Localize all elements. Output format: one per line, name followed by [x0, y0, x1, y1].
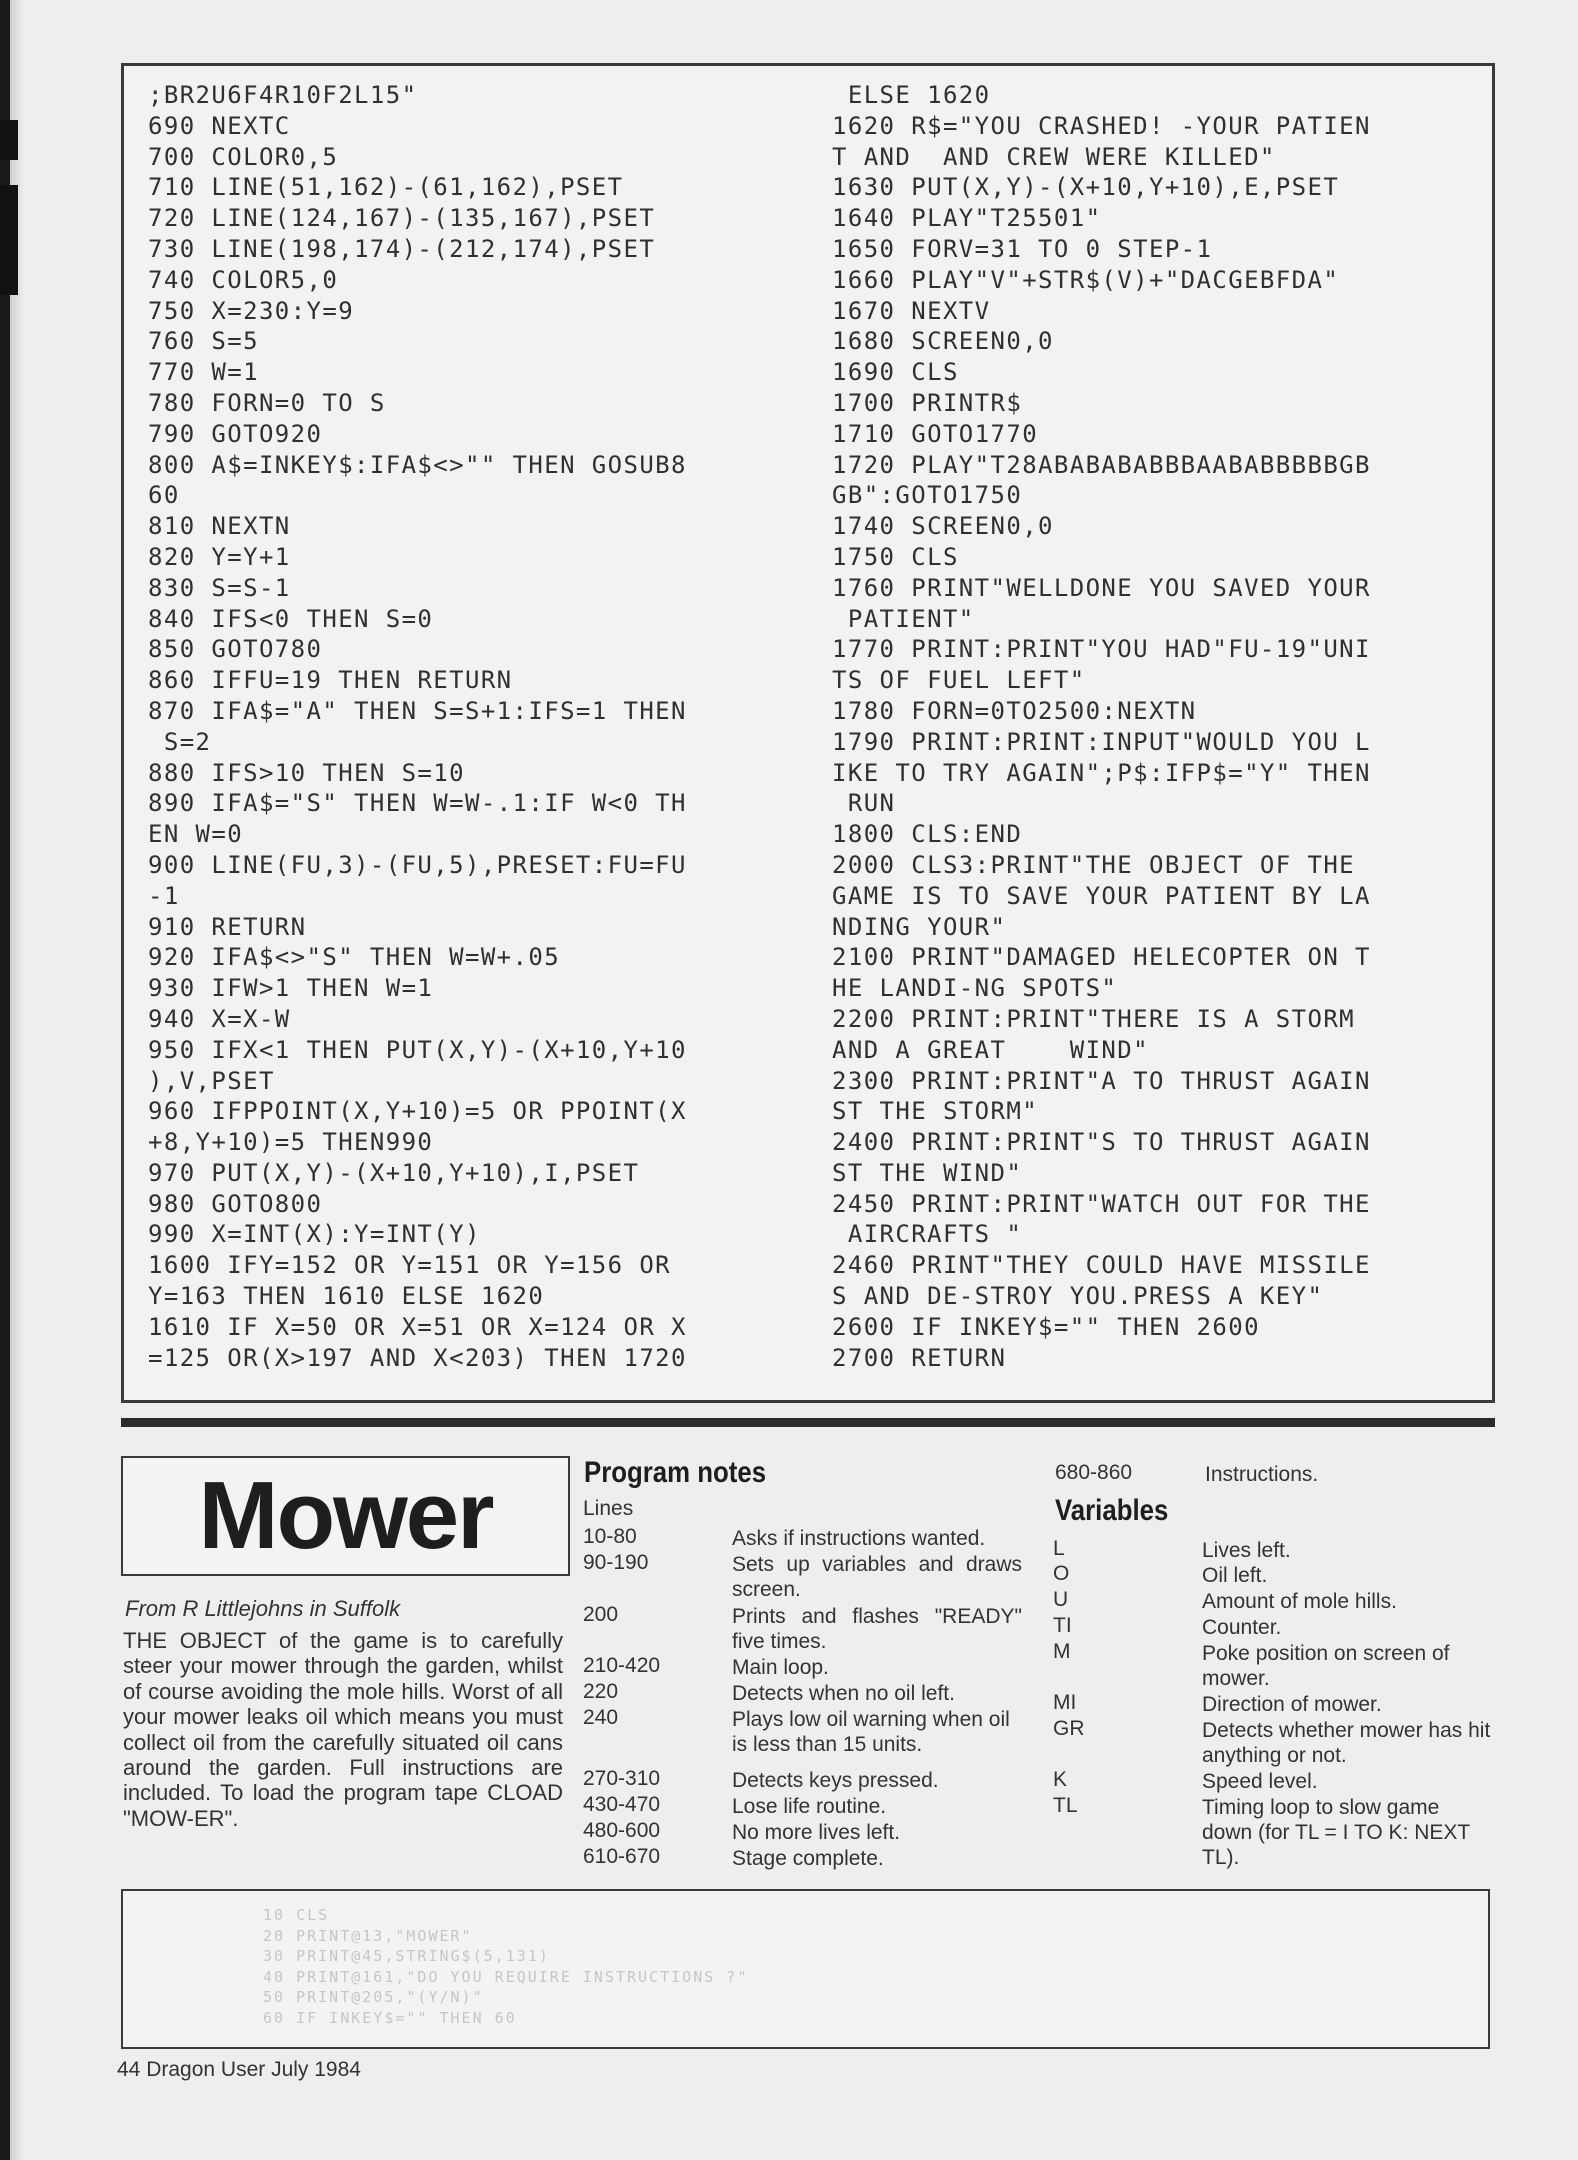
code-line: 1740 SCREEN0,0	[832, 512, 1054, 541]
code-line: 940 X=X-W	[148, 1004, 291, 1033]
code-line: EN W=0	[148, 820, 244, 849]
code-line: 2300 PRINT:PRINT"A TO THRUST AGAIN	[832, 1066, 1371, 1095]
code-line: -1	[148, 881, 180, 910]
code-line: AIRCRAFTS "	[832, 1220, 1023, 1249]
section-divider	[121, 1418, 1495, 1427]
code-line: 1620 R$="YOU CRASHED! -YOUR PATIEN	[832, 111, 1371, 140]
code-line: 750 X=230:Y=9	[148, 296, 355, 325]
faint-code-line: 20 PRINT@13,"MOWER"	[263, 1926, 473, 1945]
code-line: 980 GOTO800	[148, 1189, 323, 1218]
code-line: 700 COLOR0,5	[148, 142, 339, 171]
mower-title-box	[121, 1456, 570, 1576]
code-line: 2100 PRINT"DAMAGED HELECOPTER ON T	[832, 943, 1371, 972]
code-line: AND A GREAT WIND"	[832, 1035, 1149, 1064]
notes-line-range: 210-420	[583, 1654, 661, 1677]
code-line: 1670 NEXTV	[832, 296, 991, 325]
code-line: 870 IFA$="A" THEN S=S+1:IFS=1 THEN	[148, 696, 687, 725]
code-line: 1790 PRINT:PRINT:INPUT"WOULD YOU L	[832, 727, 1371, 756]
notes-line-range: 480-600	[583, 1819, 661, 1842]
code-line: ;BR2U6F4R10F2L15"	[148, 81, 418, 109]
code-line: 970 PUT(X,Y)-(X+10,Y+10),I,PSET	[148, 1158, 640, 1187]
variable-description: Counter.	[1202, 1616, 1282, 1639]
code-line: 1610 IF X=50 OR X=51 OR X=124 OR X	[148, 1312, 687, 1341]
notes-description: Main loop.	[732, 1656, 829, 1679]
code-line: ),V,PSET	[148, 1066, 275, 1095]
code-line: 2200 PRINT:PRINT"THERE IS A STORM	[832, 1004, 1356, 1033]
variable-description: Poke position on screen of mower.	[1202, 1642, 1450, 1690]
code-line: 990 X=INT(X):Y=INT(Y)	[148, 1220, 481, 1249]
code-line: S AND DE-STROY YOU.PRESS A KEY"	[832, 1282, 1324, 1311]
notes-line-range: 90-190	[583, 1551, 649, 1574]
code-line: IKE TO TRY AGAIN";P$:IFP$="Y" THEN	[832, 758, 1371, 787]
faint-code-line: 30 PRINT@45,STRING$(5,131)	[263, 1947, 550, 1965]
notes-description: Plays low oil warning when oil is less than 15 units.	[732, 1708, 1010, 1756]
code-line: 760 S=5	[148, 327, 259, 356]
code-line: 1660 PLAY"V"+STR$(V)+"DACGEBFDA"	[832, 265, 1340, 294]
code-line: 2700 RETURN	[832, 1343, 1007, 1372]
notes-description: Prints and flashes "READY" five times.	[732, 1605, 1022, 1653]
code-line: 1800 CLS:END	[832, 820, 1023, 849]
faint-code-line: 10 CLS	[263, 1906, 330, 1924]
variable-description: Oil left.	[1202, 1564, 1268, 1587]
code-line: 2600 IF INKEY$="" THEN 2600	[832, 1312, 1260, 1341]
code-line: Y=163 THEN 1610 ELSE 1620	[148, 1282, 545, 1311]
notes-description: Detects keys pressed.	[732, 1769, 939, 1792]
code-line: ELSE 1620	[832, 81, 991, 109]
code-line: 1710 GOTO1770	[832, 419, 1039, 448]
faint-code-line: 60 IF INKEY$="" THEN 60	[263, 2008, 517, 2027]
code-line: 2400 PRINT:PRINT"S TO THRUST AGAIN	[832, 1128, 1371, 1157]
code-line: 840 IFS<0 THEN S=0	[148, 604, 434, 633]
notes-line-range: 200	[583, 1603, 619, 1626]
code-line: ST THE STORM"	[832, 1097, 1039, 1126]
code-line: 1600 IFY=152 OR Y=151 OR Y=156 OR	[148, 1251, 672, 1280]
code-line: 900 LINE(FU,3)-(FU,5),PRESET:FU=FU	[148, 850, 687, 879]
code-line: 890 IFA$="S" THEN W=W-.1:IF W<0 TH	[148, 789, 687, 818]
code-line: NDING YOUR"	[832, 912, 1007, 941]
code-line: T AND AND CREW WERE KILLED"	[832, 142, 1276, 171]
variable-description: Amount of mole hills.	[1202, 1590, 1397, 1613]
notes-line-range: 270-310	[583, 1767, 661, 1790]
code-line: 60	[148, 481, 180, 510]
notes-line-range: 240	[583, 1706, 619, 1729]
code-line: ST THE WIND"	[832, 1158, 1023, 1187]
code-line: TS OF FUEL LEFT"	[832, 666, 1086, 695]
notes-description: No more lives left.	[732, 1821, 901, 1844]
variable-name: MI	[1053, 1691, 1077, 1714]
code-line: 2000 CLS3:PRINT"THE OBJECT OF THE	[832, 850, 1356, 879]
code-line: 730 LINE(198,174)-(212,174),PSET	[148, 234, 656, 263]
notes-line-range: 610-670	[583, 1845, 661, 1868]
code-line: 780 FORN=0 TO S	[148, 388, 386, 417]
variable-name: GR	[1053, 1717, 1085, 1740]
code-line: GAME IS TO SAVE YOUR PATIENT BY LA	[832, 881, 1371, 910]
code-line: 1770 PRINT:PRINT"YOU HAD"FU-19"UNI	[832, 635, 1371, 664]
variable-name: TL	[1053, 1794, 1078, 1817]
code-line: 740 COLOR5,0	[148, 265, 339, 294]
notes-description: Stage complete.	[732, 1847, 884, 1870]
code-line: 690 NEXTC	[148, 111, 291, 140]
notes-line-range: 10-80	[583, 1525, 637, 1548]
variable-name: K	[1053, 1768, 1068, 1791]
code-line: =125 OR(X>197 AND X<203) THEN 1720	[148, 1343, 687, 1372]
code-line: GB":GOTO1750	[832, 481, 1023, 510]
code-line: 910 RETURN	[148, 912, 307, 941]
faint-example-code	[263, 1905, 748, 2028]
code-line: 960 IFPPOINT(X,Y+10)=5 OR PPOINT(X	[148, 1097, 687, 1126]
program-listing-box	[121, 63, 1495, 1403]
code-line: 2450 PRINT:PRINT"WATCH OUT FOR THE	[832, 1189, 1371, 1218]
code-line: 1700 PRINTR$	[832, 388, 1023, 417]
notes-description: Asks if instructions wanted.	[732, 1527, 986, 1550]
lines-column-label: Lines	[583, 1497, 634, 1520]
code-line: 950 IFX<1 THEN PUT(X,Y)-(X+10,Y+10	[148, 1035, 687, 1064]
listing-right-column	[832, 80, 1492, 1373]
code-line: 800 A$=INKEY$:IFA$<>"" THEN GOSUB8	[148, 450, 687, 479]
code-line: 1690 CLS	[832, 358, 959, 387]
notes-description: Lose life routine.	[732, 1795, 887, 1818]
code-line: 820 Y=Y+1	[148, 542, 291, 571]
notes-line-range: 220	[583, 1680, 619, 1703]
example-listing-box	[121, 1889, 1490, 2049]
variable-description: Timing loop to slow game down (for TL = I TO K: NEXT TL).	[1202, 1796, 1470, 1869]
variable-name: M	[1053, 1640, 1071, 1663]
code-line: 770 W=1	[148, 358, 259, 387]
notes-description: Sets up variables and draws screen.	[732, 1553, 1022, 1601]
author-credit: From R Littlejohns in Suffolk	[125, 1596, 401, 1621]
variable-name: O	[1053, 1562, 1070, 1585]
variable-name: TI	[1053, 1614, 1072, 1637]
notes-line-range: 680-860	[1055, 1461, 1133, 1484]
code-line: 2460 PRINT"THEY COULD HAVE MISSILE	[832, 1251, 1371, 1280]
code-line: 790 GOTO920	[148, 419, 323, 448]
page-binding-edge	[0, 0, 24, 2160]
variable-description: Speed level.	[1202, 1770, 1318, 1793]
notes-description: Detects when no oil left.	[732, 1682, 955, 1705]
code-line: S=2	[148, 727, 212, 756]
code-line: 1760 PRINT"WELLDONE YOU SAVED YOUR	[832, 573, 1371, 602]
code-line: 1680 SCREEN0,0	[832, 327, 1054, 356]
code-line: 720 LINE(124,167)-(135,167),PSET	[148, 204, 656, 233]
code-line: 810 NEXTN	[148, 512, 291, 541]
code-line: 710 LINE(51,162)-(61,162),PSET	[148, 173, 624, 202]
variable-name: L	[1053, 1537, 1065, 1560]
code-line: 860 IFFU=19 THEN RETURN	[148, 666, 513, 695]
binding-mark	[0, 120, 18, 160]
notes-description: Instructions.	[1205, 1463, 1319, 1486]
page-footer: 44 Dragon User July 1984	[117, 2058, 361, 2081]
code-line: 930 IFW>1 THEN W=1	[148, 974, 434, 1003]
article-title: Mower	[198, 1462, 493, 1569]
binding-mark	[0, 185, 18, 295]
code-line: +8,Y+10)=5 THEN990	[148, 1128, 434, 1157]
program-notes-heading: Program notes	[584, 1456, 767, 1489]
code-line: 1750 CLS	[832, 542, 959, 571]
faint-code-line: 50 PRINT@205,"(Y/N)"	[263, 1988, 484, 2006]
notes-line-range: 430-470	[583, 1793, 661, 1816]
code-line: 850 GOTO780	[148, 635, 323, 664]
variable-description: Direction of mower.	[1202, 1693, 1382, 1716]
code-line: 830 S=S-1	[148, 573, 291, 602]
variable-description: Detects whether mower has hit anything or not.	[1202, 1719, 1491, 1767]
code-line: 1640 PLAY"T25501"	[832, 204, 1102, 233]
code-line: 1720 PLAY"T28ABABABABBBAABABBBBBGB	[832, 450, 1371, 479]
code-line: 1630 PUT(X,Y)-(X+10,Y+10),E,PSET	[832, 173, 1340, 202]
code-line: 920 IFA$<>"S" THEN W=W+.05	[148, 943, 561, 972]
code-line: RUN	[832, 789, 896, 818]
code-line: 1650 FORV=31 TO 0 STEP-1	[832, 234, 1213, 263]
variables-heading: Variables	[1055, 1494, 1169, 1527]
listing-left-column	[148, 80, 808, 1373]
variable-description: Lives left.	[1202, 1539, 1291, 1562]
faint-code-line: 40 PRINT@161,"DO YOU REQUIRE INSTRUCTIONS ?"	[263, 1967, 749, 1986]
code-line: 880 IFS>10 THEN S=10	[148, 758, 465, 787]
article-intro: THE OBJECT of the game is to carefully steer your mower through the garden, whilst of course avoiding the mole hills. Worst of all your mower leaks oil which means you must collect oil from the carefully situated oil cans around the garden. Full instructions are included. To load the program tape CLOAD "MOW-ER".	[123, 1628, 563, 1831]
code-line: HE LANDI-NG SPOTS"	[832, 974, 1118, 1003]
code-line: PATIENT"	[832, 604, 975, 633]
code-line: 1780 FORN=0TO2500:NEXTN	[832, 696, 1197, 725]
variable-name: U	[1053, 1588, 1069, 1611]
